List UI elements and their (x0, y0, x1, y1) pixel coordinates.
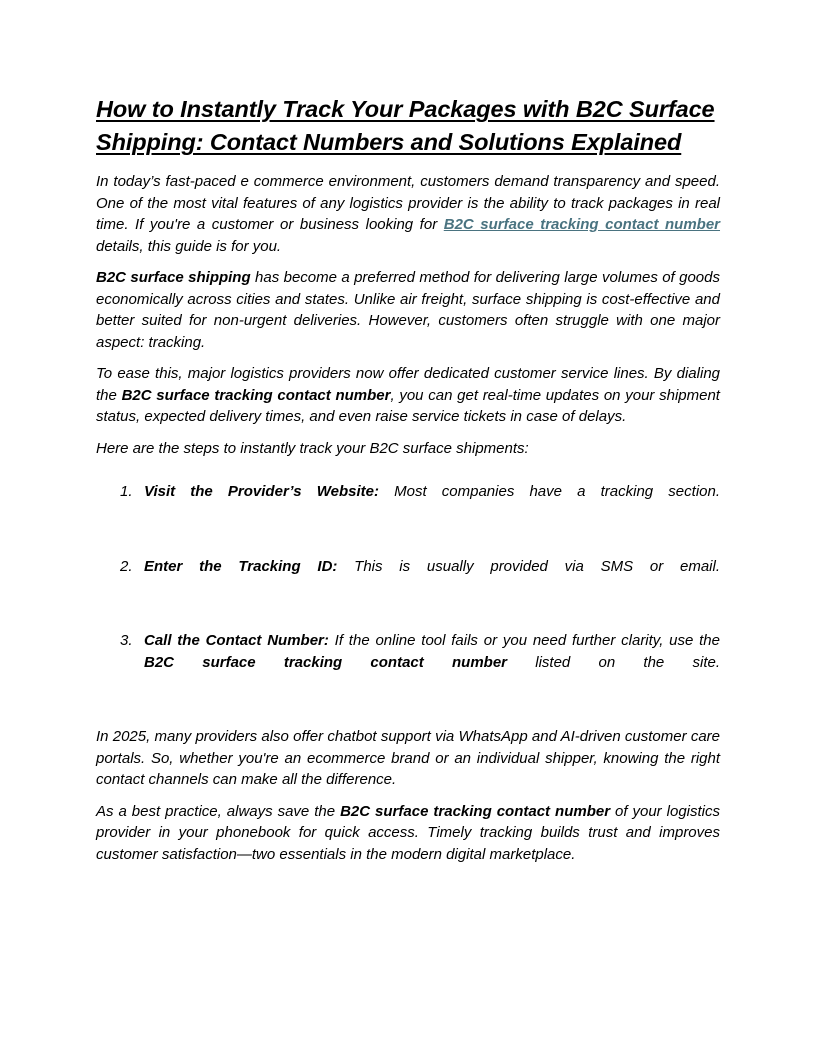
steps-intro: Here are the steps to instantly track your B2C surface shipments: (96, 439, 529, 457)
step-number: 2. (120, 557, 133, 575)
intro-text-1: In today’s fast-paced e commerce environment, customers demand transparency and speed. One of the most vital features of any logistics provider is the ability to track packages in real time. If you're a customer or business looking for (96, 173, 720, 233)
shipping-paragraph (96, 267, 720, 353)
document-page (96, 93, 720, 875)
step-text: If the online tool fails or you need further clarity, use the (328, 632, 720, 649)
ease-bold: B2C surface tracking contact number (121, 386, 391, 404)
step-title: Visit the Provider’s Website: (144, 483, 379, 500)
intro-text-2: details, this guide is for you. (96, 237, 282, 255)
step-number: 1. (120, 483, 133, 500)
list-item (120, 481, 720, 503)
steps-list (96, 481, 720, 673)
chatbot-paragraph: In 2025, many providers also offer chatbot support via WhatsApp and AI-driven customer care portals. So, whether you're an ecommerce brand or an individual shipper, knowing the right contact channels can make all the difference. (96, 728, 720, 788)
best-practice-text-1: As a best practice, always save the (96, 802, 341, 820)
best-practice-paragraph (96, 801, 720, 866)
step-text-end: listed on the site. (507, 653, 720, 671)
step-text: This is usually provided via SMS or email. (337, 557, 720, 575)
step-title: Call the Contact Number: (144, 632, 329, 649)
shipping-bold: B2C surface shipping (96, 269, 251, 286)
shipping-text: has become a preferred method for delivering large volumes of goods economically across cities and states. Unlike air freight, surface shipping is cost-effective and better suited for non-urgent deliveries. However, customers often struggle with one major aspect: tracking. (96, 269, 720, 351)
best-practice-bold: B2C surface tracking contact number (340, 802, 611, 820)
intro-paragraph (96, 171, 720, 257)
best-practice-text-2: of your logistics provider in your phonebook for quick access. Timely tracking builds trust and improves customer satisfaction—two essentials in the modern digital marketplace. (96, 802, 720, 863)
step-bold: B2C surface tracking contact number (144, 653, 507, 671)
contact-number-link[interactable]: B2C surface tracking contact number (443, 216, 721, 233)
list-item (120, 556, 720, 578)
ease-paragraph (96, 363, 720, 428)
page-title: How to Instantly Track Your Packages with B2C Surface Shipping: Contact Numbers and Solutions Explained (96, 96, 715, 155)
step-title: Enter the Tracking ID: (144, 557, 338, 575)
ease-text-2: , you can get real-time updates on your shipment status, expected delivery times, and even raise service tickets in case of delays. (96, 386, 720, 425)
step-number: 3. (120, 632, 133, 649)
step-text: Most companies have a tracking section. (378, 483, 720, 500)
list-item (120, 630, 720, 673)
ease-text-1: To ease this, major logistics providers now offer dedicated customer service lines. By dialing the (96, 365, 720, 404)
